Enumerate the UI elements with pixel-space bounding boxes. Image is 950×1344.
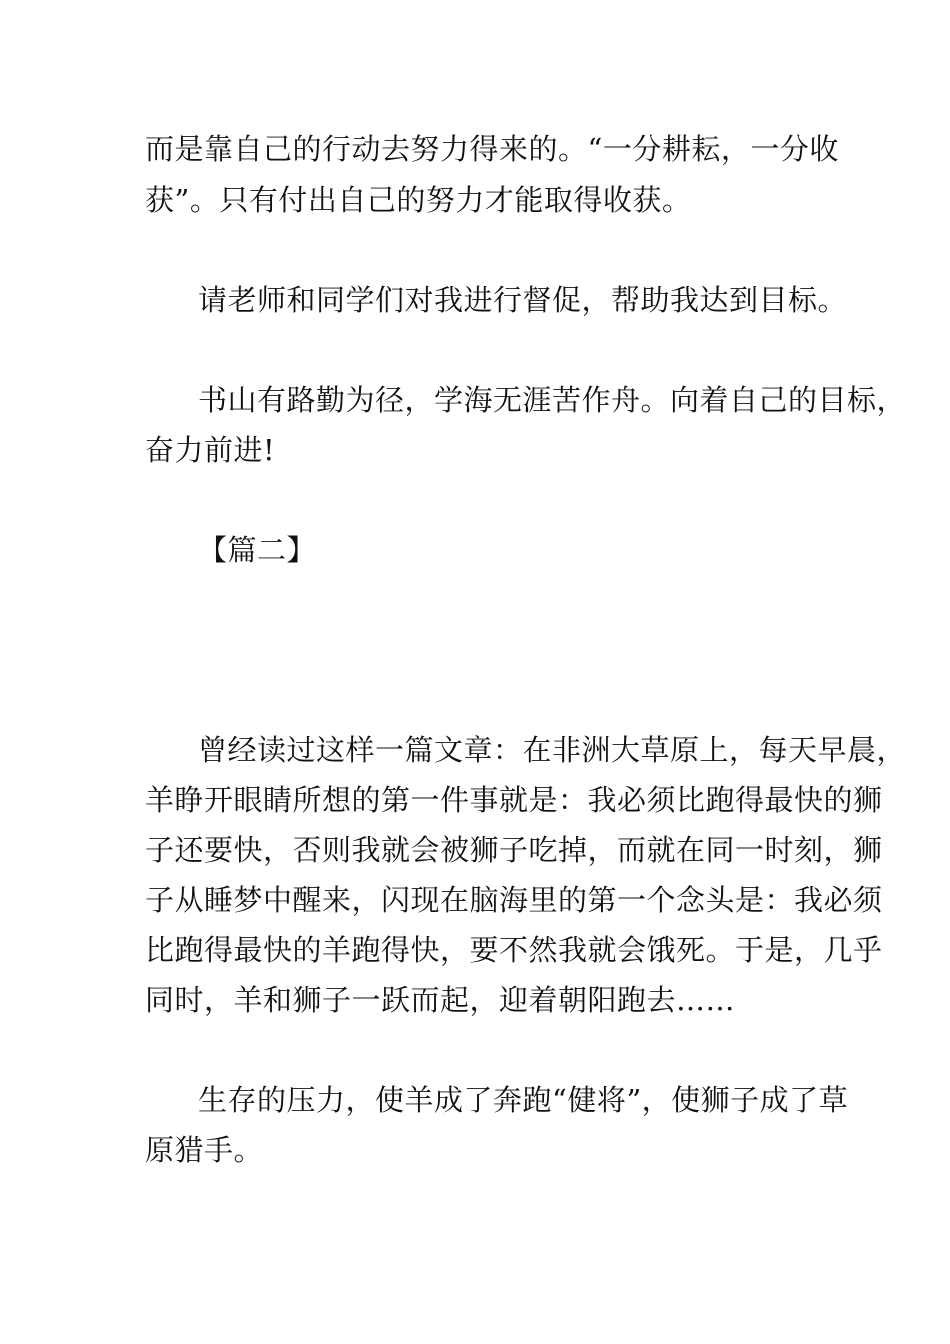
paragraph-line: 奋力前进! — [145, 433, 276, 467]
paragraph-line: 而是靠自己的行动去努力得来的。“一分耕耘，一分收 — [145, 132, 839, 166]
paragraph-line: 原猎手。 — [145, 1133, 264, 1167]
paragraph-line: 书山有路勤为径，学海无涯苦作舟。向着自己的目标， — [198, 383, 907, 417]
paragraph-line: 获”。只有付出自己的努力才能取得收获。 — [145, 183, 692, 217]
paragraph-line: 同时，羊和狮子一跃而起，迎着朝阳跑去…… — [145, 983, 736, 1017]
paragraph-line: 比跑得最快的羊跑得快，要不然我就会饿死。于是，几乎 — [145, 933, 883, 967]
paragraph-line: 曾经读过这样一篇文章：在非洲大草原上，每天早晨， — [198, 733, 907, 767]
paragraph-line: 羊睁开眼睛所想的第一件事就是：我必须比跑得最快的狮 — [145, 783, 883, 817]
paragraph-line: 请老师和同学们对我进行督促，帮助我达到目标。 — [198, 283, 848, 317]
paragraph-line: 生存的压力，使羊成了奔跑“健将”，使狮子成了草 — [198, 1083, 849, 1117]
paragraph-line: 子还要快，否则我就会被狮子吃掉，而就在同一时刻，狮 — [145, 833, 883, 867]
paragraph-line: 子从睡梦中醒来，闪现在脑海里的第一个念头是：我必须 — [145, 883, 883, 917]
section-heading: 【篇二】 — [198, 533, 317, 567]
